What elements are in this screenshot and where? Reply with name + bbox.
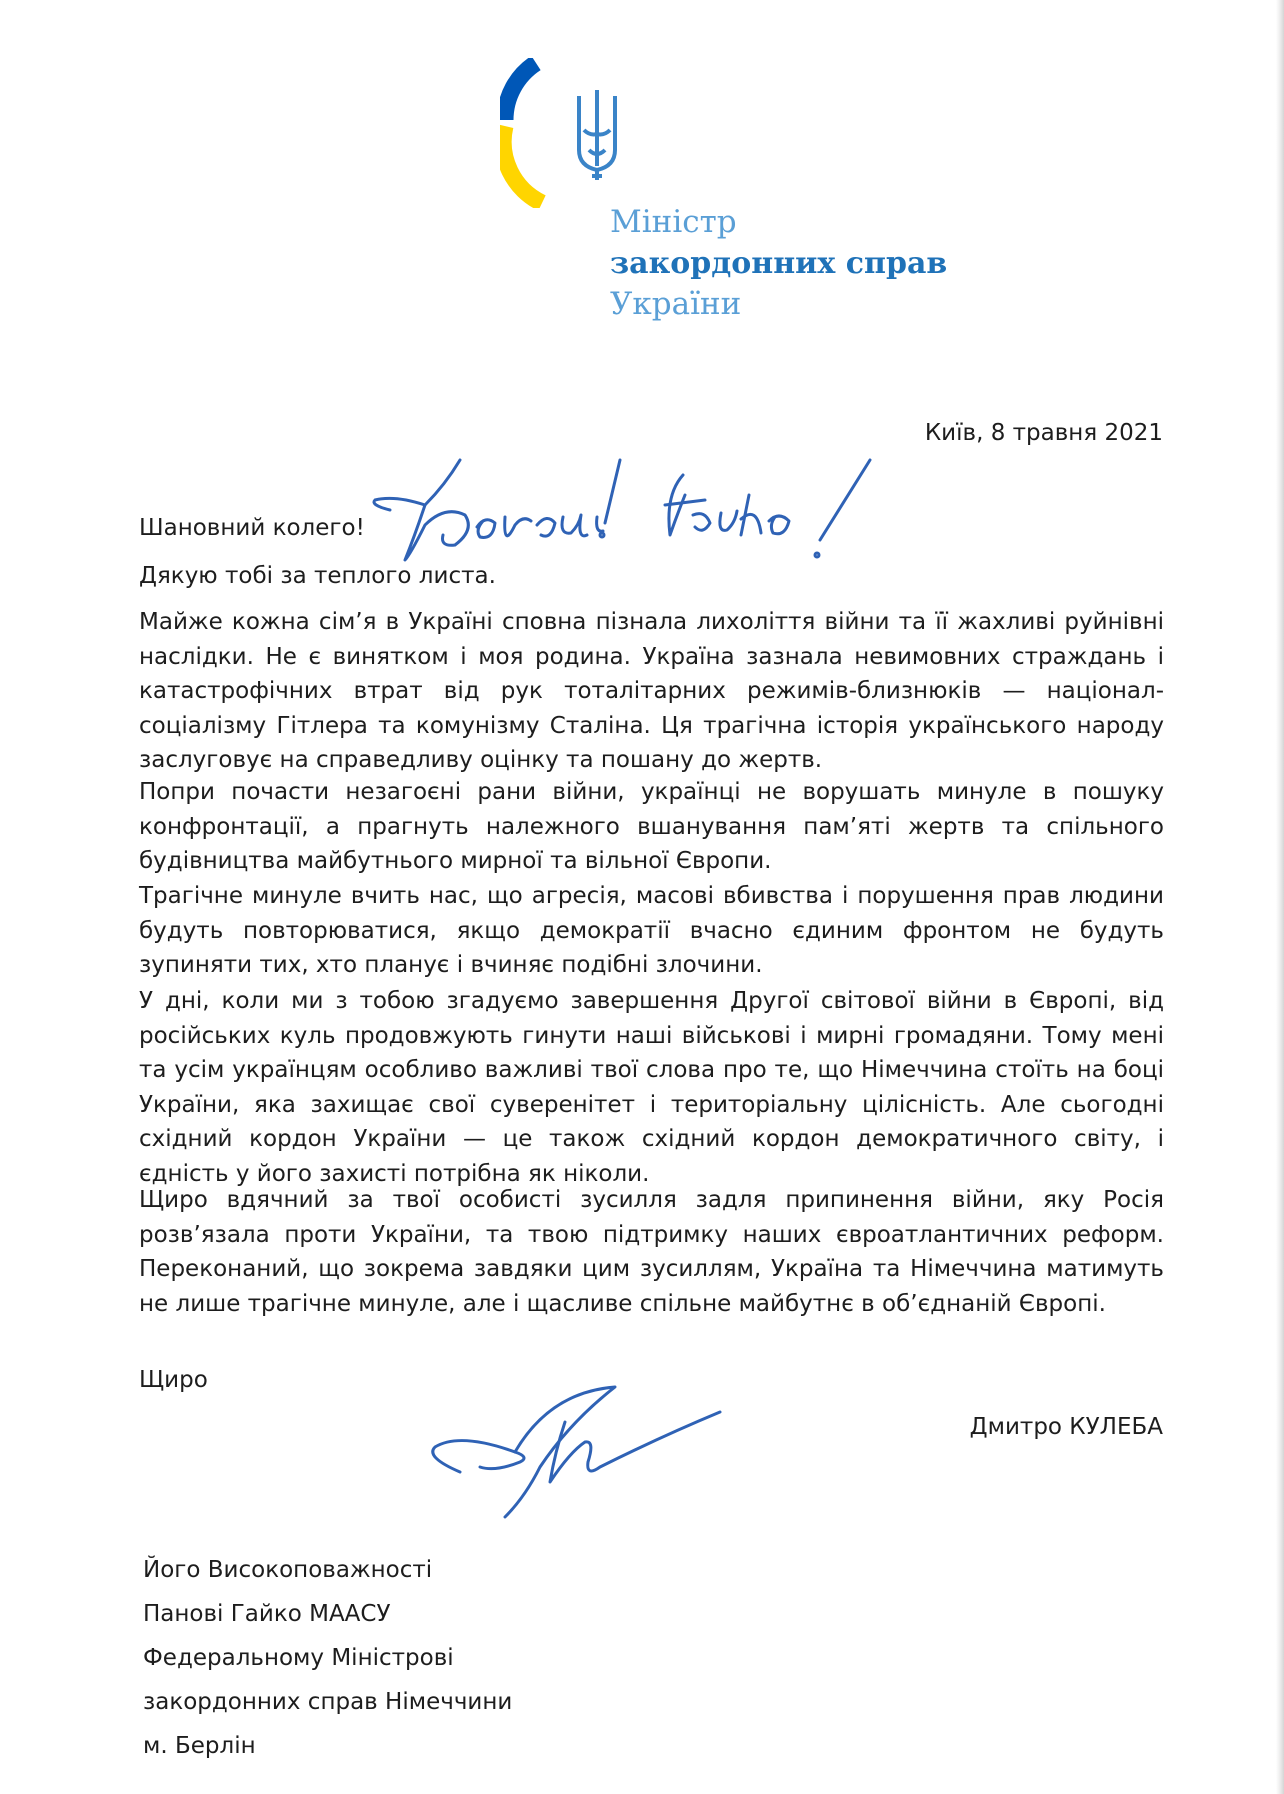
- ministry-emblem: [500, 58, 650, 208]
- body-paragraph-4: У дні, коли ми з тобою згадуємо завершення Другої світової війни в Європі, від російських куль продовжують гинути наші військові і мирні громадяни. Тому мені та усім українцям особливо важливі твої слова про те, що Німеччина стоїть на боці України, яка захищає свої суверенітет і територіальну цілісність. Але сьогодні східний кордон України — це також східний кордон демократичного світу, і єдність у його захисті потрібна як ніколи.: [139, 988, 1164, 1187]
- closing-word: Щиро: [139, 1367, 208, 1393]
- body-paragraph-5: Щиро вдячний за твої особисті зусилля задля припинення війни, яку Росія розв’язала проти України, та твою підтримку наших євроатлантичних реформ. Переконаний, що зокрема завдяки цим зусиллям, Україна та Німеччина матимуть не лише трагічне минуле, але і щасливе спільне майбутнє в об’єднаній Європі.: [139, 1187, 1164, 1317]
- addressee-line-4: закордонних справ Німеччини: [143, 1689, 513, 1715]
- ministry-letterhead: [610, 202, 947, 325]
- handwritten-greeting: [365, 455, 885, 570]
- body-paragraph-1: Майже кожна сім’я в Україні сповна пізнала лихоліття війни та її жахливі руйнівні наслідки. Не є винятком і моя родина. Україна зазнала невимовних страждань і катастрофічних втрат від рук тоталітарних режимів-близнюків — націонал-соціалізму Гітлера та комунізму Сталіна. Ця трагічна історія українського народу заслуговує на справедливу оцінку та пошану до жертв.: [139, 609, 1164, 773]
- emblem-arc-yellow: [503, 126, 542, 203]
- thanks-line: Дякую тобі за теплого листа.: [139, 563, 496, 589]
- addressee-line-2: Панові Гайко МААСУ: [143, 1601, 391, 1627]
- signature: [420, 1382, 730, 1522]
- emblem-arc-blue: [505, 63, 536, 120]
- addressee-block: [143, 1548, 512, 1768]
- addressee-line-5: м. Берлін: [143, 1733, 256, 1759]
- body-paragraph-3: Трагічне минуле вчить нас, що агресія, масові вбивства і порушення прав людини будуть повторюватися, якщо демократії вчасно єдиним фронтом не будуть зупиняти тих, хто планує і вчиняє подібні злочини.: [139, 883, 1164, 978]
- trident-icon: [579, 90, 615, 180]
- signer-name: Дмитро КУЛЕБА: [969, 1414, 1163, 1440]
- addressee-line-1: Його Високоповажності: [143, 1557, 433, 1583]
- scan-edge-shadow: [1276, 0, 1284, 1794]
- body-paragraph-2: Попри почасти незагоєні рани війни, українці не ворушать минуле в пошуку конфронтації, а прагнуть належного вшанування пам’яті жертв та спільного будівництва майбутнього мирної та вільної Європи.: [139, 779, 1164, 874]
- letter-date: Київ, 8 травня 2021: [924, 420, 1163, 446]
- letterhead-line-3: України: [610, 286, 742, 322]
- addressee-line-3: Федеральному Міністрові: [143, 1645, 454, 1671]
- letterhead-line-2: закордонних справ: [610, 246, 948, 281]
- letterhead-line-1: Міністр: [610, 204, 737, 240]
- salutation: Шановний колего!: [139, 515, 365, 541]
